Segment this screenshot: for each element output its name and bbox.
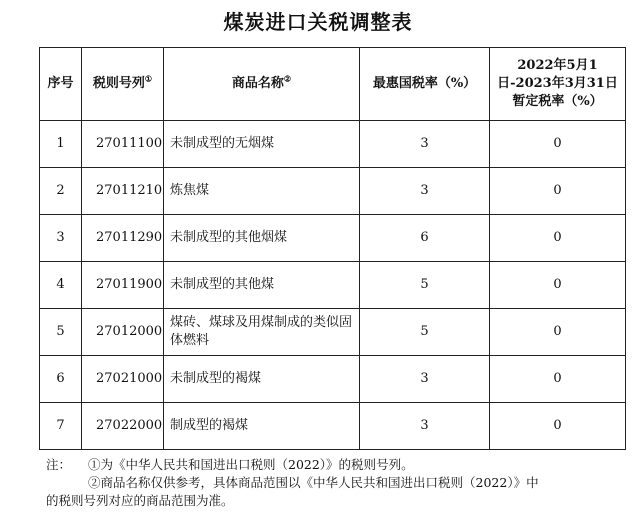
cell-code: 27011900 — [82, 262, 164, 309]
note-2-line-1: ②商品名称仅供参考，具体商品范围以《中华人民共和国进出口税则（2022）》中 — [88, 475, 539, 490]
header-name — [164, 48, 360, 121]
cell-temporary-rate: 0 — [490, 168, 626, 215]
cell-seq: 3 — [40, 215, 82, 262]
header-code — [82, 48, 164, 121]
notes-body — [46, 456, 626, 510]
table-row — [40, 356, 626, 403]
notes-label: 注： — [46, 457, 72, 472]
table-row — [40, 215, 626, 262]
cell-name: 未制成型的无烟煤 — [164, 121, 360, 168]
header-code-label: 税则号列 — [92, 76, 145, 91]
cell-seq: 4 — [40, 262, 82, 309]
cell-code: 27011290 — [82, 215, 164, 262]
page-title: 煤炭进口关税调整表 — [223, 10, 413, 34]
note-2-line-2: 的税则号列对应的商品范围为准。 — [46, 493, 234, 508]
cell-name: 制成型的褐煤 — [164, 403, 360, 450]
table-notes — [46, 456, 626, 510]
cell-name: 煤砖、煤球及用煤制成的类似固体燃料 — [164, 309, 360, 356]
cell-name: 未制成型的其他烟煤 — [164, 215, 360, 262]
cell-mfn-rate: 5 — [360, 309, 490, 356]
cell-seq: 1 — [40, 121, 82, 168]
cell-seq: 2 — [40, 168, 82, 215]
cell-mfn-rate: 5 — [360, 262, 490, 309]
header-mfn-rate: 最惠国税率（%） — [360, 48, 490, 121]
cell-temporary-rate: 0 — [490, 356, 626, 403]
table-row — [40, 121, 626, 168]
cell-code: 27021000 — [82, 356, 164, 403]
table-row — [40, 403, 626, 450]
cell-temporary-rate: 0 — [490, 262, 626, 309]
cell-code: 27011210 — [82, 168, 164, 215]
cell-name: 未制成型的褐煤 — [164, 356, 360, 403]
cell-temporary-rate: 0 — [490, 309, 626, 356]
header-name-label: 商品名称 — [231, 76, 284, 91]
cell-name: 炼焦煤 — [164, 168, 360, 215]
cell-seq: 7 — [40, 403, 82, 450]
cell-code: 27022000 — [82, 403, 164, 450]
table-row — [40, 262, 626, 309]
cell-mfn-rate: 3 — [360, 121, 490, 168]
cell-seq: 5 — [40, 309, 82, 356]
cell-mfn-rate: 6 — [360, 215, 490, 262]
cell-mfn-rate: 3 — [360, 356, 490, 403]
cell-mfn-rate: 3 — [360, 403, 490, 450]
tariff-adjustment-table — [39, 47, 626, 450]
cell-temporary-rate: 0 — [490, 121, 626, 168]
table-row — [40, 168, 626, 215]
cell-seq: 6 — [40, 356, 82, 403]
note-1: ①为《中华人民共和国进出口税则（2022）》的税则号列。 — [88, 457, 414, 472]
cell-temporary-rate: 0 — [490, 403, 626, 450]
header-temporary-rate: 2022年5月1日-2023年3月31日暂定税率（%） — [490, 48, 626, 121]
header-seq: 序号 — [40, 48, 82, 121]
table-row — [40, 309, 626, 356]
table-header-row — [40, 48, 626, 121]
cell-name: 未制成型的其他煤 — [164, 262, 360, 309]
cell-code: 27012000 — [82, 309, 164, 356]
cell-mfn-rate: 3 — [360, 168, 490, 215]
cell-code: 27011100 — [82, 121, 164, 168]
header-code-note-mark: ① — [144, 73, 153, 84]
header-name-note-mark: ② — [283, 73, 292, 84]
cell-temporary-rate: 0 — [490, 215, 626, 262]
